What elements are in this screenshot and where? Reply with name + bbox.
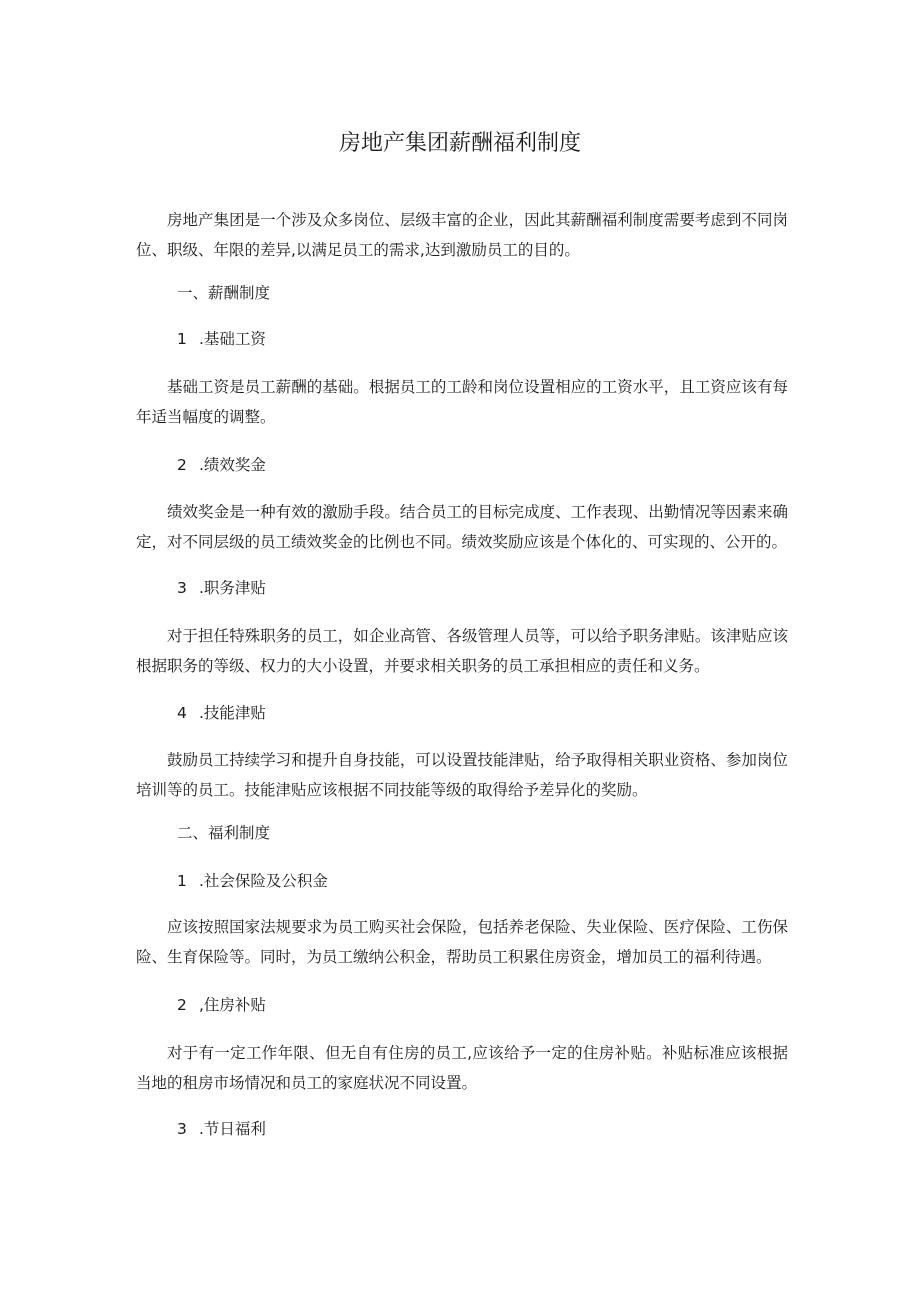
paragraph-position-allowance: 对于担任特殊职务的员工，如企业高管、各级管理人员等，可以给予职务津贴。该津贴应该根据职务的等级、权力的大小设置，并要求相关职务的员工承担相应的责任和义务。 — [136, 627, 788, 675]
subheading-number: 3 — [177, 1120, 187, 1138]
subheading-housing-subsidy — [177, 990, 266, 1020]
paragraph-social-insurance: 应该按照国家法规要求为员工购买社会保险，包括养老保险、失业保险、医疗保险、工伤保险、生育保险等。同时，为员工缴纳公积金，帮助员工积累住房资金，增加员工的福利待遇。 — [136, 918, 788, 966]
subheading-text: .绩效奖金 — [199, 456, 266, 474]
paragraph-skill-allowance: 鼓励员工持续学习和提升自身技能，可以设置技能津贴，给予取得相关职业资格、参加岗位培训等的员工。技能津贴应该根据不同技能等级的取得给予差异化的奖励。 — [136, 751, 788, 799]
subheading-number: 2 — [177, 996, 187, 1014]
subheading-text: .社会保险及公积金 — [199, 872, 328, 890]
subheading-position-allowance — [177, 573, 266, 603]
paragraph-housing-subsidy: 对于有一定工作年限、但无自有住房的员工,应该给予一定的住房补贴。补贴标准应该根据当地的租房市场情况和员工的家庭状况不同设置。 — [136, 1044, 788, 1092]
subheading-holiday-benefits — [177, 1114, 266, 1144]
subheading-text: ,住房补贴 — [199, 996, 266, 1014]
subheading-performance-bonus — [177, 450, 266, 480]
subheading-number: 1 — [177, 330, 187, 348]
subheading-number: 3 — [177, 579, 187, 597]
document-title: 房地产集团薪酬福利制度 — [338, 131, 581, 156]
section-heading-benefits: 二、福利制度 — [177, 824, 271, 842]
subheading-text: .职务津贴 — [199, 579, 266, 597]
subheading-base-salary — [177, 324, 266, 354]
subheading-text: .节日福利 — [199, 1120, 266, 1138]
subheading-skill-allowance — [177, 698, 266, 728]
subheading-number: 4 — [177, 704, 187, 722]
subheading-number: 1 — [177, 872, 187, 890]
subheading-text: .基础工资 — [199, 330, 266, 348]
section-heading-salary: 一、薪酬制度 — [177, 284, 271, 302]
subheading-text: .技能津贴 — [199, 704, 266, 722]
subheading-social-insurance — [177, 866, 328, 896]
paragraph-performance-bonus: 绩效奖金是一种有效的激励手段。结合员工的目标完成度、工作表现、出勤情况等因素来确定，对不同层级的员工绩效奖金的比例也不同。绩效奖励应该是个体化的、可实现的、公开的。 — [136, 503, 788, 551]
paragraph-base-salary: 基础工资是员工薪酬的基础。根据员工的工龄和岗位设置相应的工资水平，且工资应该有每年适当幅度的调整。 — [136, 378, 788, 426]
subheading-number: 2 — [177, 456, 187, 474]
intro-paragraph: 房地产集团是一个涉及众多岗位、层级丰富的企业，因此其薪酬福利制度需要考虑到不同岗位、职级、年限的差异,以满足员工的需求,达到激励员工的目的。 — [136, 211, 788, 259]
